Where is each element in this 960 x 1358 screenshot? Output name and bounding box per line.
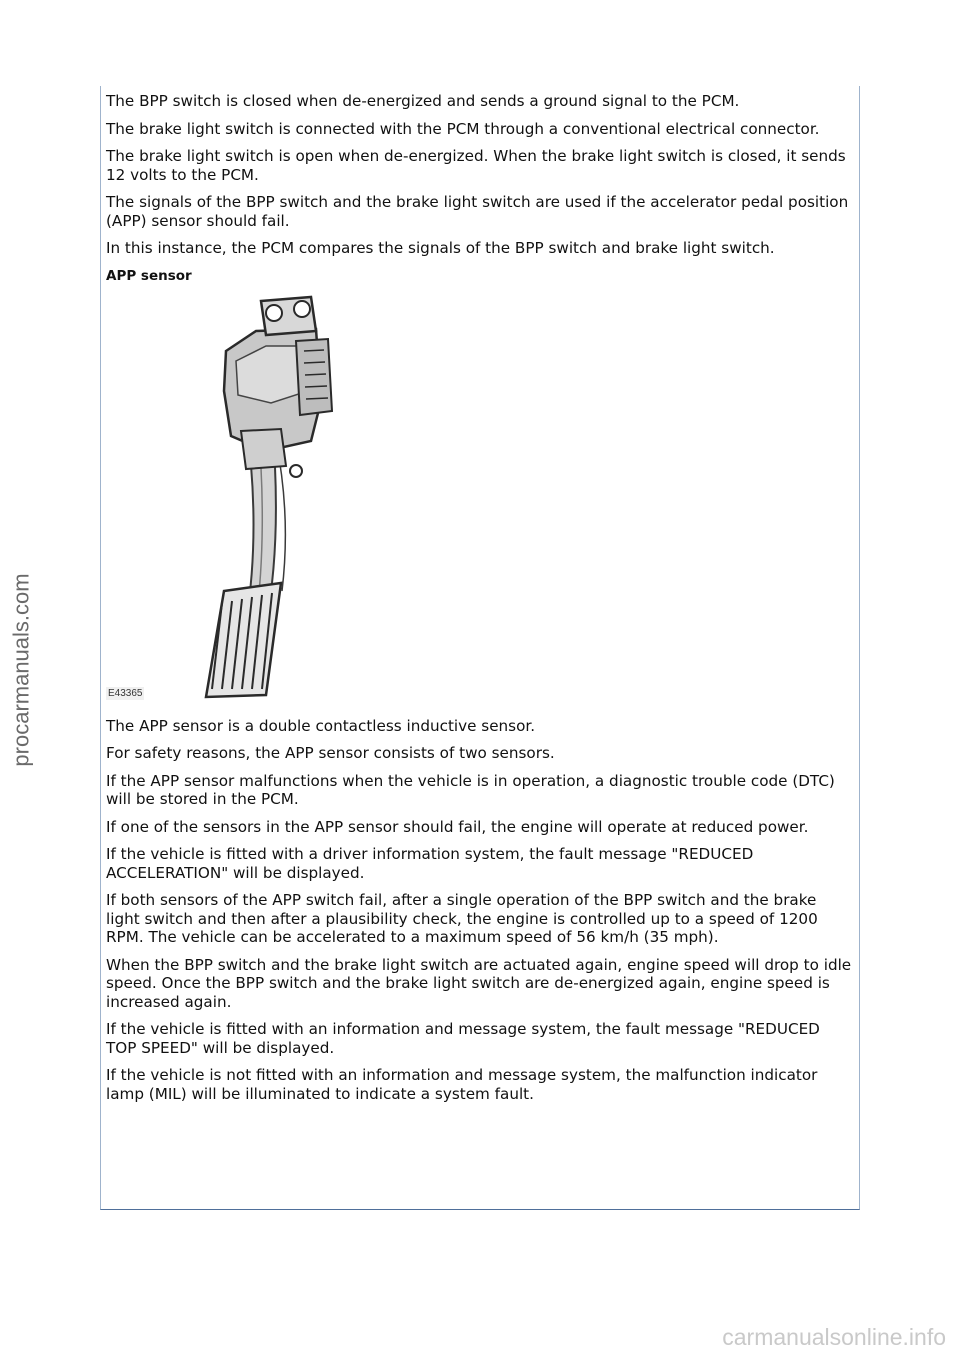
manual-page-content [100, 86, 860, 1210]
paragraph: If the vehicle is not fitted with an information and message system, the malfunction indicator lamp (MIL) will be illuminated to indicate a system fault. [106, 1066, 818, 1103]
paragraph: When the BPP switch and the brake light switch are actuated again, engine speed will drop to idle speed. Once the BPP switch and the brake light switch are de-energized again, engine speed is increased again. [106, 955, 852, 1011]
paragraph: If the APP sensor malfunctions when the vehicle is in operation, a diagnostic trouble code (DTC) will be stored in the PCM. [106, 771, 835, 808]
figure-label: E43365 [108, 687, 143, 699]
footer-watermark: carmanualsonline.info [722, 1324, 946, 1350]
side-watermark [2, 540, 42, 800]
accelerator-pedal-illustration-icon [106, 291, 526, 709]
paragraph: For safety reasons, the APP sensor consists of two sensors. [106, 744, 555, 762]
side-watermark-text: procarmanuals.com [9, 573, 34, 767]
paragraph: The brake light switch is connected with the PCM through a conventional electrical connector. [106, 119, 820, 138]
paragraph: The brake light switch is open when de-energized. When the brake light switch is closed, it sends 12 volts to the PCM. [106, 147, 846, 184]
paragraph: The APP sensor is a double contactless inductive sensor. [106, 716, 536, 735]
section-heading: APP sensor [106, 267, 192, 284]
paragraph: In this instance, the PCM compares the signals of the BPP switch and brake light switch. [106, 239, 775, 257]
paragraph: The BPP switch is closed when de-energized and sends a ground signal to the PCM. [106, 92, 740, 110]
paragraph: The signals of the BPP switch and the brake light switch are used if the accelerator pedal position (APP) sensor should fail. [106, 193, 849, 230]
paragraph: If the vehicle is fitted with an information and message system, the fault message "REDUCED TOP SPEED" will be displayed. [106, 1020, 820, 1057]
paragraph: If both sensors of the APP switch fail, after a single operation of the BPP switch and the brake light switch and then after a plausibility check, the engine is controlled up to a speed of 1200 RPM. The vehicle can be accelerated to a maximum speed of 56 km/h (35 mph). [106, 891, 818, 946]
paragraph: If the vehicle is fitted with a driver information system, the fault message "REDUCED ACCELERATION" will be displayed. [106, 845, 754, 882]
paragraph: If one of the sensors in the APP sensor should fail, the engine will operate at reduced power. [106, 817, 809, 836]
app-sensor-figure [106, 291, 853, 709]
